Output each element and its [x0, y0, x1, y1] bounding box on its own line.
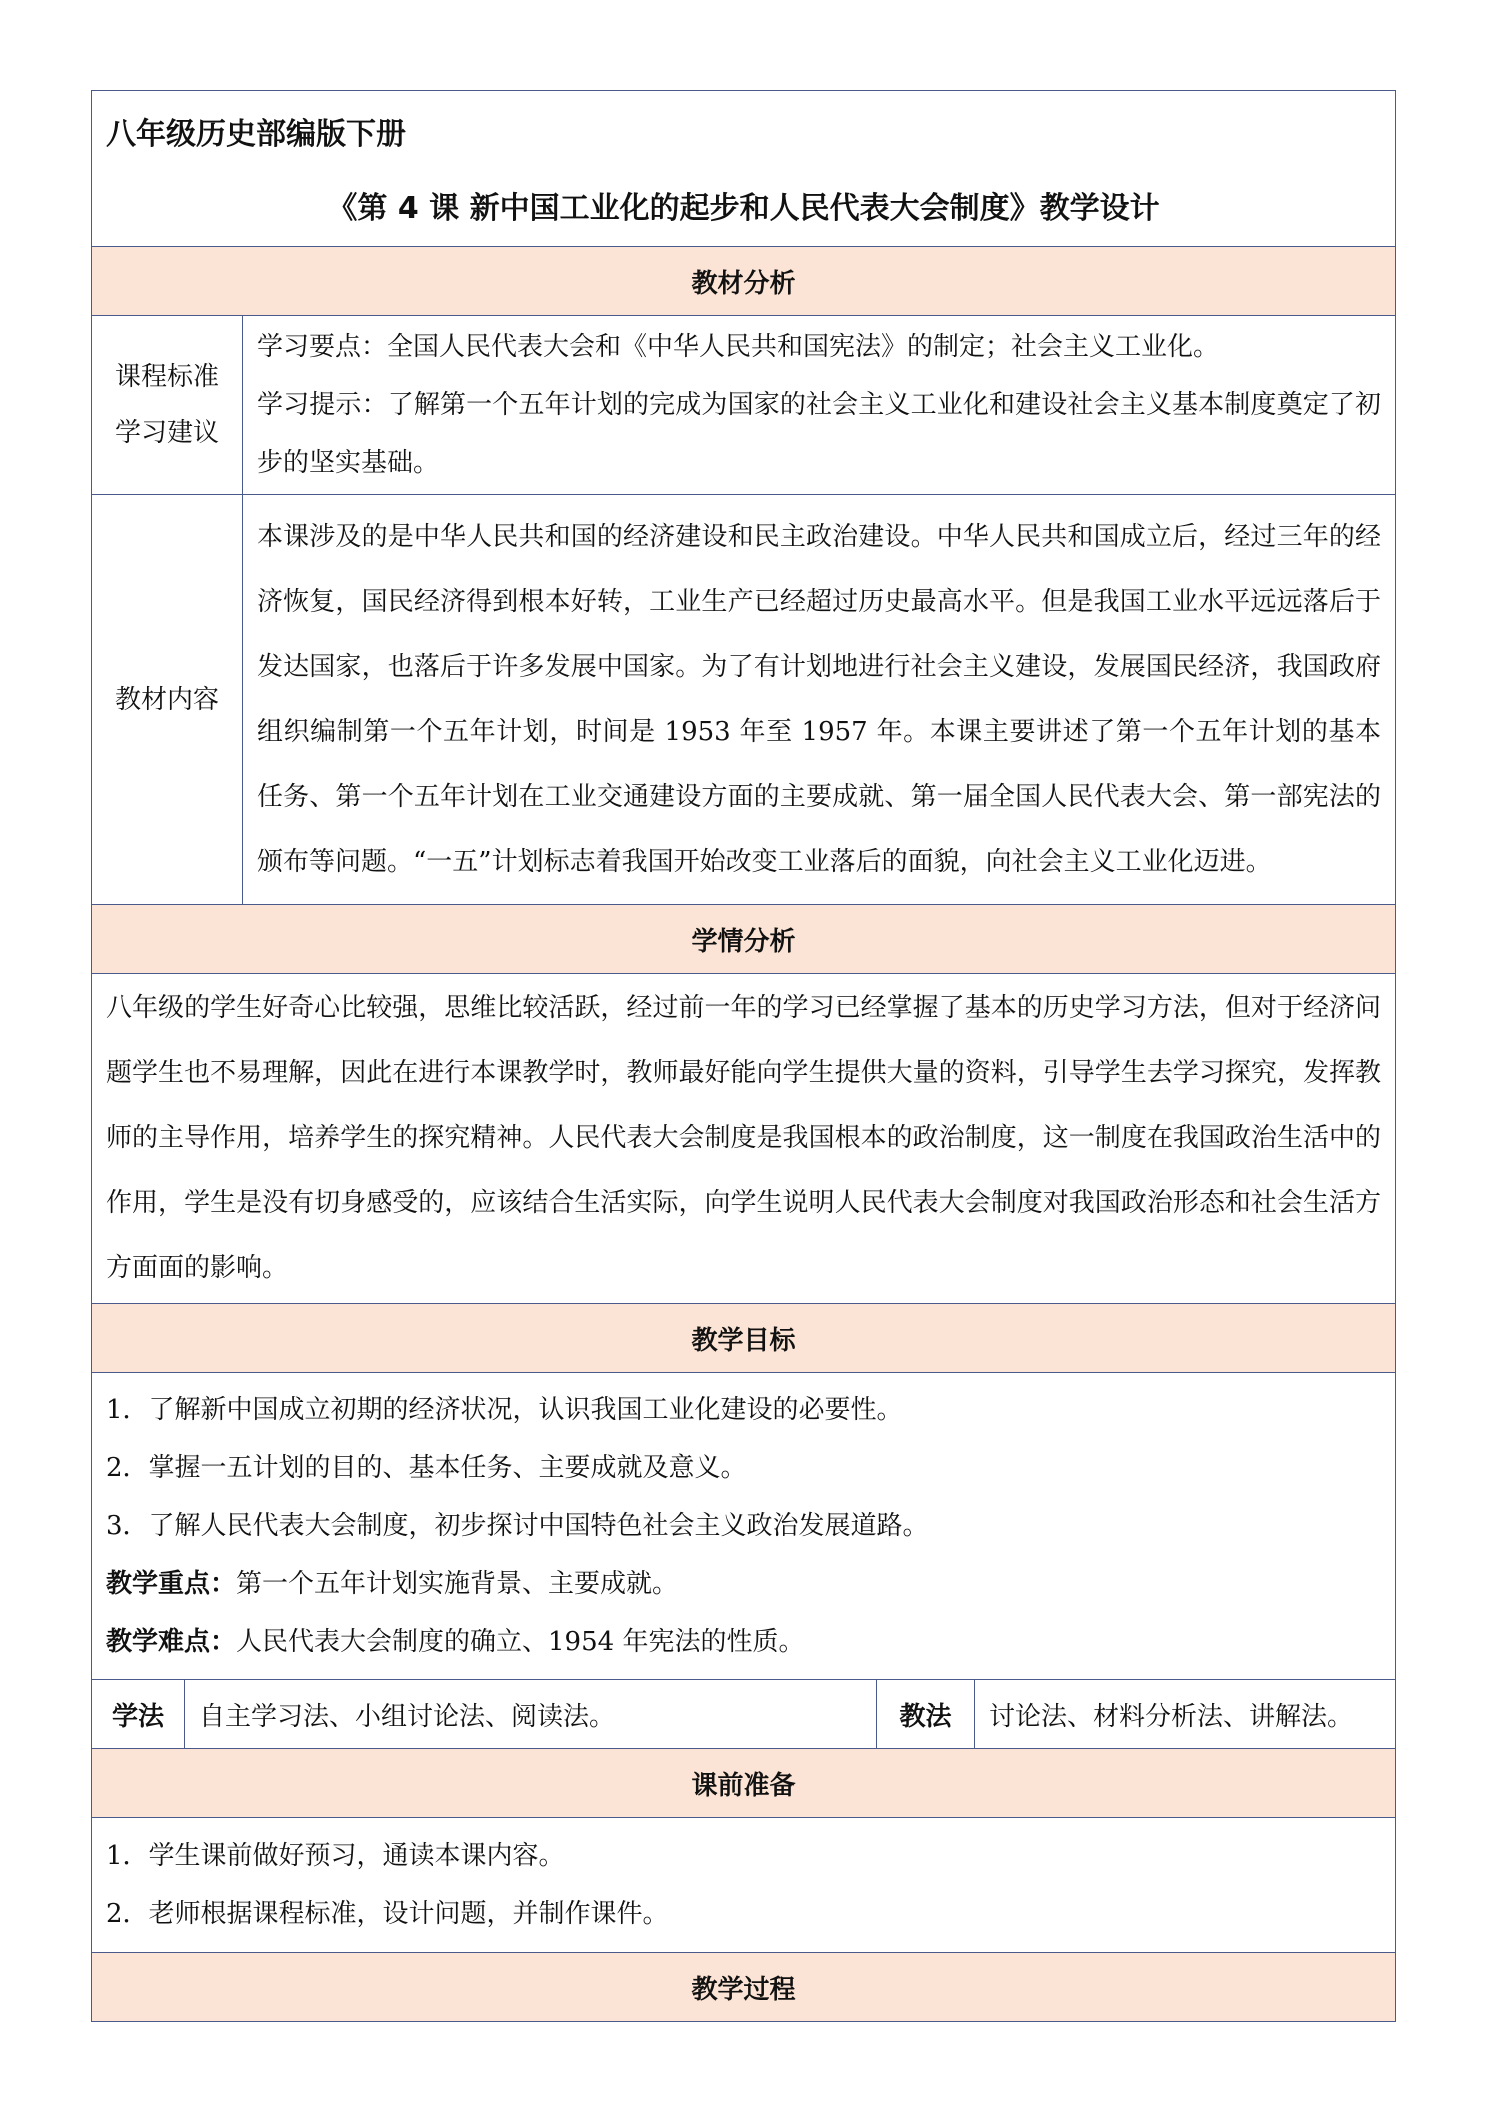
student-row	[92, 974, 1396, 1304]
teaching-method-value: 讨论法、材料分析法、讲解法。	[975, 1680, 1396, 1749]
goal-item: 3．了解人民代表大会制度，初步探讨中国特色社会主义政治发展道路。	[106, 1511, 929, 1541]
section-preparation	[92, 1749, 1396, 1818]
section-teaching-goals	[92, 1304, 1396, 1373]
learning-points: 学习要点：全国人民代表大会和《中华人民共和国宪法》的制定；社会主义工业化。	[257, 332, 1220, 362]
section-title: 课前准备	[92, 1749, 1396, 1818]
curriculum-label-line1: 课程标准	[114, 362, 219, 392]
lesson-plan-page	[91, 90, 1395, 2022]
student-text: 八年级的学生好奇心比较强，思维比较活跃，经过前一年的学习已经掌握了基本的历史学习方法，但对于经济问题学生也不易理解，因此在进行本课教学时，教师最好能向学生提供大量的资料，引导学生去学习探究，发挥教师的主导作用，培养学生的探究精神。人民代表大会制度是我国根本的政治制度，这一制度在我国政治生活中的作用，学生是没有切身感受的，应该结合生活实际，向学生说明人民代表大会制度对我国政治形态和社会生活方方面面的影响。	[92, 974, 1396, 1304]
difficult-point-label: 教学难点：	[106, 1627, 237, 1657]
section-title: 教学目标	[92, 1304, 1396, 1373]
key-point	[106, 1555, 1381, 1613]
preparation-row	[92, 1818, 1396, 1953]
section-process	[92, 1953, 1396, 2022]
key-point-label: 教学重点：	[106, 1569, 237, 1599]
curriculum-row	[92, 316, 1396, 495]
goal-item: 1．了解新中国成立初期的经济状况，认识我国工业化建设的必要性。	[106, 1395, 903, 1425]
lesson-title: 《第 4 课 新中国工业化的起步和人民代表大会制度》教学设计	[327, 191, 1160, 226]
teaching-method-label: 教法	[877, 1680, 975, 1749]
section-title: 学情分析	[92, 905, 1396, 974]
lesson-plan-table	[91, 90, 1396, 2022]
difficult-point	[106, 1613, 1381, 1671]
goals-row	[92, 1373, 1396, 1680]
preparation-item: 2．老师根据课程标准，设计问题，并制作课件。	[106, 1899, 669, 1929]
curriculum-label-line2: 学习建议	[114, 418, 219, 448]
goal-item: 2．掌握一五计划的目的、基本任务、主要成就及意义。	[106, 1453, 747, 1483]
content-row	[92, 495, 1396, 905]
section-student-analysis	[92, 905, 1396, 974]
preparation-item: 1．学生课前做好预习，通读本课内容。	[106, 1841, 565, 1871]
grade-title: 八年级历史部编版下册	[106, 117, 406, 152]
header-row	[92, 91, 1396, 247]
methods-row	[92, 1680, 1396, 1749]
difficult-point-text: 人民代表大会制度的确立、1954 年宪法的性质。	[236, 1627, 805, 1657]
curriculum-text	[243, 316, 1396, 495]
section-material-analysis	[92, 247, 1396, 316]
content-label: 教材内容	[92, 495, 243, 905]
key-point-text: 第一个五年计划实施背景、主要成就。	[236, 1569, 679, 1599]
learning-method-label: 学法	[92, 1680, 185, 1749]
goals-list	[92, 1373, 1396, 1680]
section-title: 教材分析	[92, 247, 1396, 316]
content-text: 本课涉及的是中华人民共和国的经济建设和民主政治建设。中华人民共和国成立后，经过三年的经济恢复，国民经济得到根本好转，工业生产已经超过历史最高水平。但是我国工业水平远远落后于发达国家，也落后于许多发展中国家。为了有计划地进行社会主义建设，发展国民经济，我国政府组织编制第一个五年计划，时间是 1953 年至 1957 年。本课主要讲述了第一个五年计划的基本任务、第一个五年计划在工业交通建设方面的主要成就、第一届全国人民代表大会、第一部宪法的颁布等问题。“一五”计划标志着我国开始改变工业落后的面貌，向社会主义工业化迈进。	[243, 495, 1396, 905]
curriculum-label	[92, 316, 243, 495]
section-title: 教学过程	[92, 1953, 1396, 2022]
learning-method-value: 自主学习法、小组讨论法、阅读法。	[185, 1680, 877, 1749]
preparation-list	[92, 1818, 1396, 1953]
learning-hint: 学习提示：了解第一个五年计划的完成为国家的社会主义工业化和建设社会主义基本制度奠定了初步的坚实基础。	[257, 390, 1382, 478]
